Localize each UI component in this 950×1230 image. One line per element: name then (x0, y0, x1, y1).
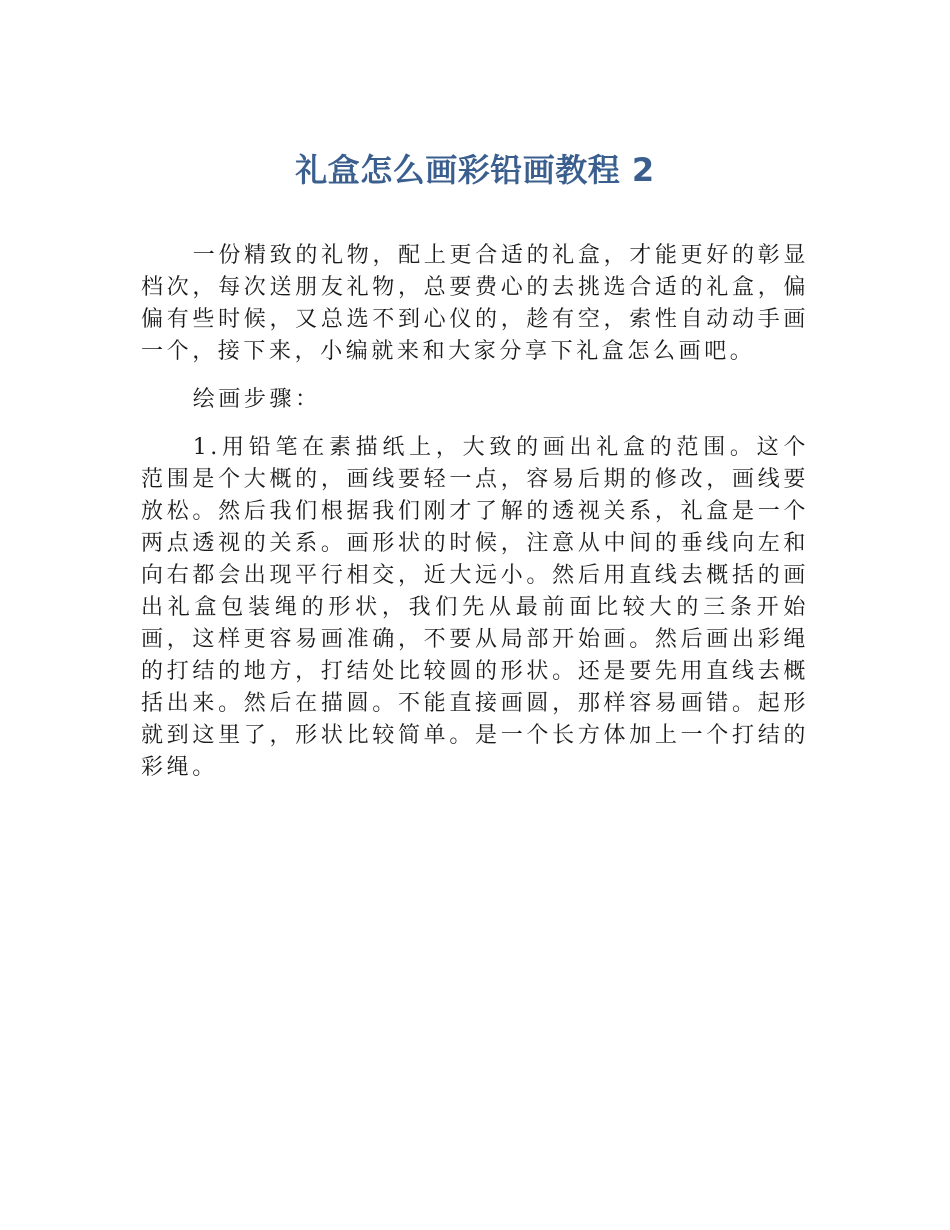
document-body (141, 240, 809, 800)
steps-heading: 绘画步骤： (192, 387, 321, 412)
page-title: 礼盒怎么画彩铅画教程 2 (295, 151, 655, 189)
step-1-paragraph: 1.用铅笔在素描纸上，大致的画出礼盒的范围。这个范围是个大概的，画线要轻一点，容易后期的修改，画线要放松。然后我们根据我们刚才了解的透视关系，礼盒是一个两点透视的关系。画形状的时候，注意从中间的垂线向左和向右都会出现平行相交，近大远小。然后用直线去概括的画出礼盒包装绳的形状，我们先从最前面比较大的三条开始画，这样更容易画准确，不要从局部开始画。然后画出彩绳的打结的地方，打结处比较圆的形状。还是要先用直线去概括出来。然后在描圆。不能直接画圆，那样容易画错。起形就到这里了，形状比较简单。是一个长方体加上一个打结的彩绳。 (141, 435, 809, 780)
intro-paragraph: 一份精致的礼物，配上更合适的礼盒，才能更好的彰显档次，每次送朋友礼物，总要费心的去挑选合适的礼盒，偏偏有些时候，又总选不到心仪的，趁有空，索性自动动手画一个，接下来，小编就来和大家分享下礼盒怎么画吧。 (141, 243, 809, 364)
